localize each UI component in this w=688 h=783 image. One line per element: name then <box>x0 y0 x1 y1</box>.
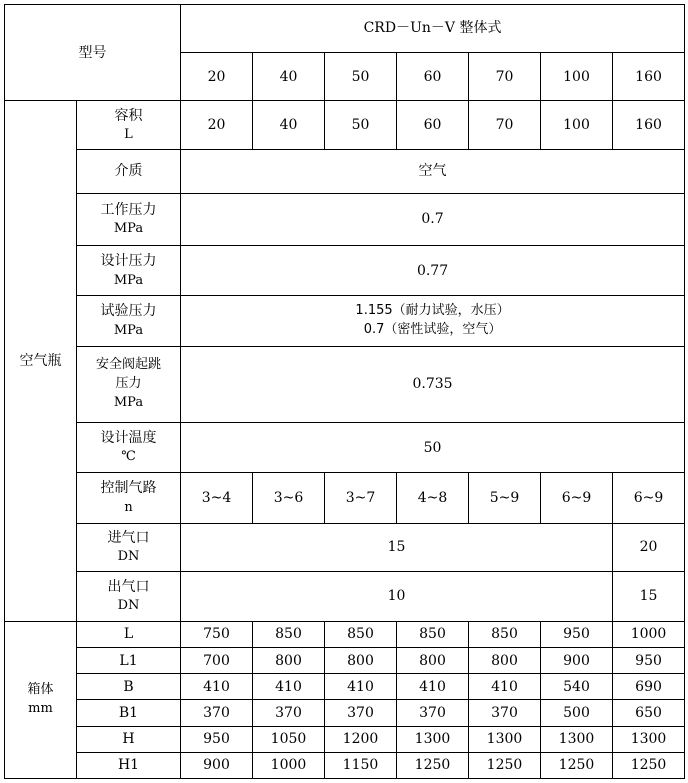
dimension-cell: 800 <box>253 648 325 674</box>
dimension-cell: 370 <box>325 700 397 726</box>
outlet-label <box>77 571 181 621</box>
dimension-cell: 410 <box>397 674 469 700</box>
dimension-cell: 1250 <box>613 752 685 778</box>
control-paths-cell: 3~7 <box>325 473 397 523</box>
outlet-value-last: 15 <box>613 571 685 621</box>
dimension-cell: 800 <box>325 648 397 674</box>
dimension-cell: 1050 <box>253 726 325 752</box>
inlet-row <box>5 523 685 571</box>
volume-label <box>77 101 181 149</box>
control-paths-cell: 3~4 <box>181 473 253 523</box>
series-title: CRD－Un－V 整体式 <box>181 5 685 53</box>
design-pressure-value: 0.77 <box>181 246 685 296</box>
param-name: 安全阀起跳 <box>95 357 161 373</box>
dimension-cell: 700 <box>181 648 253 674</box>
control-paths-cell: 4~8 <box>397 473 469 523</box>
model-cell: 60 <box>397 53 469 101</box>
air-bottle-group-label: 空气瓶 <box>5 101 77 622</box>
dimension-cell: 950 <box>541 622 613 648</box>
dimension-cell: 950 <box>613 648 685 674</box>
safety-valve-value: 0.735 <box>181 346 685 422</box>
dimension-cell: 500 <box>541 700 613 726</box>
param-name: 设计压力 <box>100 253 157 270</box>
control-paths-cell: 5~9 <box>469 473 541 523</box>
volume-cell: 160 <box>613 101 685 149</box>
dimension-label: H1 <box>77 752 181 778</box>
test-pressure-row <box>5 296 685 346</box>
dimension-cell: 800 <box>397 648 469 674</box>
control-paths-row <box>5 473 685 523</box>
dimension-cell: 410 <box>325 674 397 700</box>
test-pressure-label <box>77 296 181 346</box>
param-name: 试验压力 <box>100 303 157 320</box>
volume-row <box>5 101 685 149</box>
model-cell: 50 <box>325 53 397 101</box>
cabinet-row <box>5 622 685 648</box>
dimension-label: H <box>77 726 181 752</box>
working-pressure-value: 0.7 <box>181 193 685 245</box>
model-cell: 40 <box>253 53 325 101</box>
dimension-cell: 1150 <box>325 752 397 778</box>
dimension-cell: 540 <box>541 674 613 700</box>
cabinet-group-label <box>5 622 77 779</box>
spec-table <box>4 4 685 779</box>
param-unit: L <box>124 126 133 142</box>
dimension-label: L1 <box>77 648 181 674</box>
design-pressure-label <box>77 246 181 296</box>
volume-cell: 40 <box>253 101 325 149</box>
test-pressure-value <box>181 296 685 346</box>
param-unit: DN <box>117 598 140 614</box>
dimension-cell: 1250 <box>469 752 541 778</box>
design-temperature-row <box>5 423 685 473</box>
cabinet-unit: mm <box>28 701 53 717</box>
model-cell: 20 <box>181 53 253 101</box>
volume-cell: 20 <box>181 101 253 149</box>
design-temperature-label <box>77 423 181 473</box>
control-paths-label <box>77 473 181 523</box>
model-cell: 160 <box>613 53 685 101</box>
control-paths-cell: 6~9 <box>541 473 613 523</box>
dimension-cell: 1300 <box>469 726 541 752</box>
dimension-cell: 370 <box>469 700 541 726</box>
safety-valve-row <box>5 346 685 422</box>
dimension-cell: 410 <box>253 674 325 700</box>
medium-label: 介质 <box>77 149 181 193</box>
cabinet-row <box>5 752 685 778</box>
dimension-cell: 410 <box>181 674 253 700</box>
param-unit: n <box>124 499 133 515</box>
inlet-value-main: 15 <box>181 523 613 571</box>
control-paths-cell: 3~6 <box>253 473 325 523</box>
inlet-value-last: 20 <box>613 523 685 571</box>
dimension-cell: 1000 <box>613 622 685 648</box>
test-pressure-line-2: 0.7（密性试验，空气） <box>363 322 502 338</box>
param-name: 容积 <box>114 107 143 124</box>
dimension-cell: 900 <box>181 752 253 778</box>
param-name: 工作压力 <box>100 201 157 218</box>
design-temperature-value: 50 <box>181 423 685 473</box>
safety-valve-label <box>77 346 181 422</box>
dimension-cell: 1300 <box>397 726 469 752</box>
dimension-cell: 410 <box>469 674 541 700</box>
dimension-cell: 850 <box>469 622 541 648</box>
param-unit: MPa <box>113 221 144 237</box>
outlet-value-main: 10 <box>181 571 613 621</box>
model-cell: 70 <box>469 53 541 101</box>
dimension-cell: 1250 <box>397 752 469 778</box>
model-label: 型号 <box>5 5 181 101</box>
param-name: 出气口 <box>107 578 150 595</box>
working-pressure-label <box>77 193 181 245</box>
param-unit: ℃ <box>121 449 136 465</box>
param-unit: MPa <box>113 394 144 410</box>
cabinet-label: 箱体 <box>27 682 54 698</box>
volume-cell: 70 <box>469 101 541 149</box>
dimension-cell: 900 <box>541 648 613 674</box>
dimension-cell: 1250 <box>541 752 613 778</box>
dimension-cell: 850 <box>325 622 397 648</box>
dimension-cell: 800 <box>469 648 541 674</box>
dimension-cell: 1200 <box>325 726 397 752</box>
header-row-title <box>5 5 685 53</box>
dimension-label: B <box>77 674 181 700</box>
dimension-cell: 850 <box>253 622 325 648</box>
dimension-cell: 370 <box>253 700 325 726</box>
volume-cell: 60 <box>397 101 469 149</box>
dimension-cell: 650 <box>613 700 685 726</box>
cabinet-row <box>5 700 685 726</box>
model-cell: 100 <box>541 53 613 101</box>
control-paths-cell: 6~9 <box>613 473 685 523</box>
dimension-cell: 370 <box>397 700 469 726</box>
param-unit: MPa <box>113 272 144 288</box>
param-name-cont: 压力 <box>115 375 142 391</box>
dimension-label: L <box>77 622 181 648</box>
dimension-cell: 370 <box>181 700 253 726</box>
outlet-row <box>5 571 685 621</box>
dimension-cell: 850 <box>397 622 469 648</box>
working-pressure-row <box>5 193 685 245</box>
cabinet-row <box>5 648 685 674</box>
design-pressure-row <box>5 246 685 296</box>
dimension-label: B1 <box>77 700 181 726</box>
dimension-cell: 1300 <box>613 726 685 752</box>
dimension-cell: 1300 <box>541 726 613 752</box>
param-name: 设计温度 <box>100 430 157 447</box>
param-unit: MPa <box>113 322 144 338</box>
dimension-cell: 1000 <box>253 752 325 778</box>
medium-row <box>5 149 685 193</box>
volume-cell: 100 <box>541 101 613 149</box>
param-unit: DN <box>117 548 140 564</box>
param-name: 控制气路 <box>100 480 157 497</box>
medium-value: 空气 <box>181 149 685 193</box>
dimension-cell: 750 <box>181 622 253 648</box>
test-pressure-line-1: 1.155（耐力试验，水压） <box>355 303 510 319</box>
dimension-cell: 690 <box>613 674 685 700</box>
cabinet-row <box>5 726 685 752</box>
inlet-label <box>77 523 181 571</box>
volume-cell: 50 <box>325 101 397 149</box>
cabinet-row <box>5 674 685 700</box>
param-name: 进气口 <box>107 529 150 546</box>
dimension-cell: 950 <box>181 726 253 752</box>
